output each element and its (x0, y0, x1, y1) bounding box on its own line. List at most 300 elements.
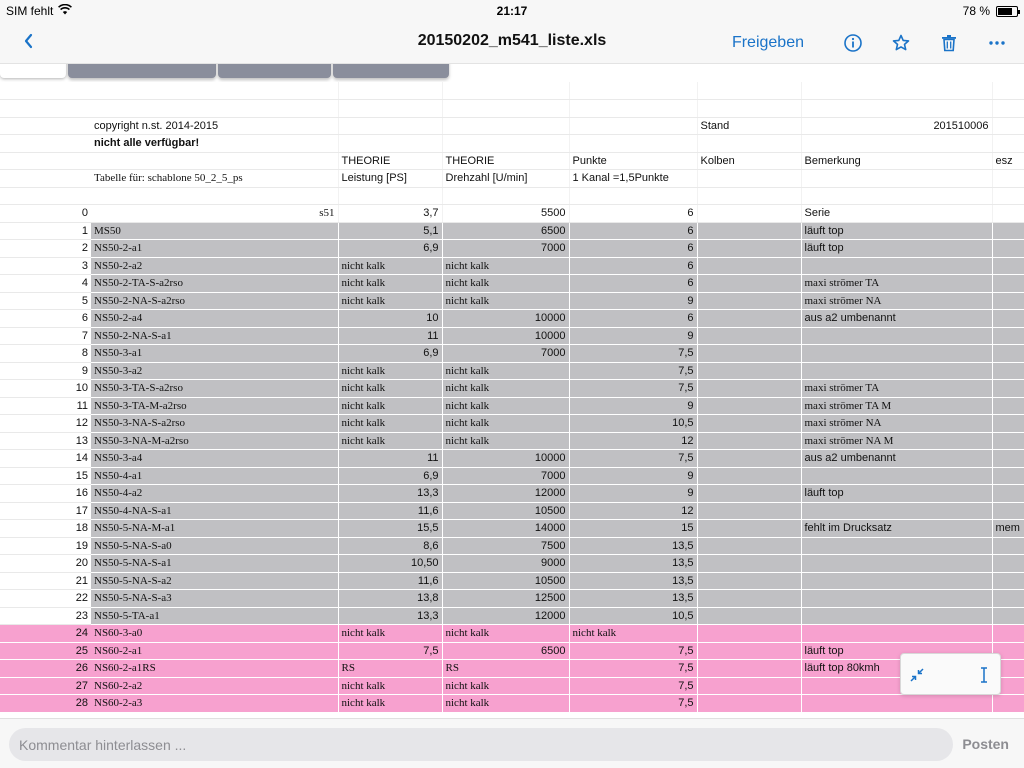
cell-bemerkung[interactable]: fehlt im Drucksatz (801, 520, 992, 538)
row-number: 3 (0, 257, 91, 275)
floating-toolbar (900, 653, 1001, 695)
copyright-cell[interactable]: copyright n.st. 2014-2015 (91, 117, 338, 135)
cell-name[interactable]: NS50-4-NA-S-a1 (91, 502, 338, 520)
row-number: 20 (0, 555, 91, 573)
cell-drehzahl[interactable]: 5500 (442, 205, 569, 223)
cell-leistung[interactable]: 13,3 (338, 485, 442, 503)
table-row (0, 205, 1024, 223)
row-number: 10 (0, 380, 91, 398)
table-row (0, 572, 1024, 590)
spreadsheet-grid (0, 82, 1024, 713)
table-row (0, 555, 1024, 573)
cell-leistung[interactable]: 8,6 (338, 537, 442, 555)
cell-drehzahl[interactable]: 7000 (442, 467, 569, 485)
cell-drehzahl[interactable]: nicht kalk (442, 292, 569, 310)
header-leistung[interactable]: Leistung [PS] (338, 170, 442, 188)
cell-leistung[interactable]: 3,7 (338, 205, 442, 223)
cell-leistung[interactable]: nicht kalk (338, 432, 442, 450)
cell-kolben[interactable] (697, 240, 801, 258)
header-row-columns (0, 152, 1024, 170)
table-for-cell[interactable]: Tabelle für: schablone 50_2_5_ps (91, 170, 338, 188)
comment-bar (0, 718, 1024, 768)
cell-bemerkung[interactable]: läuft top (801, 240, 992, 258)
cell-extra[interactable] (992, 292, 1024, 310)
cell-leistung[interactable]: 10 (338, 310, 442, 328)
cell-punkte[interactable]: 13,5 (569, 555, 697, 573)
row-number: 9 (0, 362, 91, 380)
cell-kolben[interactable] (697, 362, 801, 380)
cell-extra[interactable] (992, 572, 1024, 590)
status-time: 21:17 (496, 4, 528, 18)
table-row (0, 695, 1024, 713)
table-row (0, 520, 1024, 538)
cell-drehzahl[interactable]: nicht kalk (442, 625, 569, 643)
cell-name[interactable]: NS50-3-TA-S-a2rso (91, 380, 338, 398)
row-number: 19 (0, 537, 91, 555)
cell-extra[interactable] (992, 502, 1024, 520)
cell-kolben[interactable] (697, 485, 801, 503)
cell-leistung[interactable]: nicht kalk (338, 415, 442, 433)
header-esz[interactable]: esz (992, 152, 1024, 170)
cell-drehzahl[interactable]: 10000 (442, 450, 569, 468)
sheet-tab-1[interactable] (0, 64, 66, 78)
cell-kolben[interactable] (697, 345, 801, 363)
cell-bemerkung[interactable] (801, 607, 992, 625)
cell-bemerkung[interactable] (801, 345, 992, 363)
post-button[interactable]: Posten (962, 736, 1009, 752)
cell-leistung[interactable]: 15,5 (338, 520, 442, 538)
cell-name[interactable]: NS50-3-NA-M-a2rso (91, 432, 338, 450)
cell-name[interactable]: NS50-5-NA-S-a1 (91, 555, 338, 573)
cell-drehzahl[interactable]: nicht kalk (442, 380, 569, 398)
cell-bemerkung[interactable]: maxi strömer TA (801, 275, 992, 293)
row-number: 13 (0, 432, 91, 450)
cell-punkte[interactable]: 10,5 (569, 415, 697, 433)
table-row (0, 642, 1024, 660)
cell-bemerkung[interactable]: maxi strömer TA (801, 380, 992, 398)
cell-kolben[interactable] (697, 380, 801, 398)
cell-name[interactable]: NS50-3-TA-M-a2rso (91, 397, 338, 415)
cell-punkte[interactable]: 6 (569, 275, 697, 293)
cell-kolben[interactable] (697, 450, 801, 468)
cell-bemerkung[interactable]: maxi strömer NA M (801, 432, 992, 450)
cell-punkte[interactable]: nicht kalk (569, 625, 697, 643)
cell-name[interactable]: NS50-2-a1 (91, 240, 338, 258)
carrier-text: SIM fehlt (6, 4, 54, 18)
table-row (0, 362, 1024, 380)
header-row-copyright (0, 117, 1024, 135)
header-theorie-1[interactable]: THEORIE (338, 152, 442, 170)
table-row (0, 310, 1024, 328)
cell-name[interactable]: NS50-2-NA-S-a2rso (91, 292, 338, 310)
sheet-tab-3[interactable] (218, 64, 331, 78)
cell-name[interactable]: NS60-2-a1 (91, 642, 338, 660)
cell-name[interactable]: NS50-2-a2 (91, 257, 338, 275)
cell-bemerkung[interactable]: maxi strömer NA (801, 292, 992, 310)
cell-punkte[interactable]: 13,5 (569, 572, 697, 590)
cell-extra[interactable] (992, 555, 1024, 573)
cell-bemerkung[interactable] (801, 590, 992, 608)
battery-icon (996, 6, 1018, 17)
cell-name[interactable]: s51 (91, 205, 338, 223)
row-number: 12 (0, 415, 91, 433)
nav-bar (0, 22, 1024, 64)
cell-punkte[interactable]: 12 (569, 502, 697, 520)
cell-name[interactable]: NS50-2-a4 (91, 310, 338, 328)
cell-extra[interactable] (992, 590, 1024, 608)
battery-text: 78 % (962, 4, 990, 18)
cell-kolben[interactable] (697, 292, 801, 310)
cell-drehzahl[interactable]: 7000 (442, 345, 569, 363)
cell-extra[interactable] (992, 275, 1024, 293)
cell-drehzahl[interactable]: 10000 (442, 327, 569, 345)
cell-name[interactable]: NS50-2-NA-S-a1 (91, 327, 338, 345)
cell-extra[interactable] (992, 257, 1024, 275)
cell-drehzahl[interactable]: RS (442, 660, 569, 678)
cell-name[interactable]: MS50 (91, 222, 338, 240)
status-right (963, 4, 1018, 18)
cell-punkte[interactable]: 6 (569, 257, 697, 275)
cell-punkte[interactable]: 9 (569, 467, 697, 485)
more-dots-icon (987, 33, 1007, 53)
cell-kolben[interactable] (697, 625, 801, 643)
cell-drehzahl[interactable]: 12500 (442, 590, 569, 608)
cell-extra[interactable] (992, 485, 1024, 503)
cell-drehzahl[interactable]: 10500 (442, 572, 569, 590)
cell-punkte[interactable]: 9 (569, 327, 697, 345)
cell-bemerkung[interactable]: läuft top (801, 642, 992, 660)
cell-punkte[interactable]: 6 (569, 205, 697, 223)
cell-bemerkung[interactable]: aus a2 umbenannt (801, 310, 992, 328)
cell-name[interactable]: NS50-4-a1 (91, 467, 338, 485)
cell-extra[interactable] (992, 537, 1024, 555)
cell-bemerkung[interactable] (801, 625, 992, 643)
share-button[interactable]: Freigeben (731, 34, 804, 51)
cell-leistung[interactable]: 10,50 (338, 555, 442, 573)
row-number: 25 (0, 642, 91, 660)
header-theorie-2[interactable]: THEORIE (442, 152, 569, 170)
row-number: 16 (0, 485, 91, 503)
cell-punkte[interactable]: 12 (569, 432, 697, 450)
cell-drehzahl[interactable]: 7000 (442, 240, 569, 258)
cell-kolben[interactable] (697, 205, 801, 223)
cell-drehzahl[interactable]: 10000 (442, 310, 569, 328)
trash-icon (939, 33, 959, 53)
row-number: 14 (0, 450, 91, 468)
cell-leistung[interactable]: 11,6 (338, 572, 442, 590)
table-row (0, 275, 1024, 293)
cell-drehzahl[interactable]: 14000 (442, 520, 569, 538)
cell-kolben[interactable] (697, 275, 801, 293)
cell-leistung[interactable]: 11 (338, 327, 442, 345)
cell-extra[interactable] (992, 415, 1024, 433)
cell-leistung[interactable]: nicht kalk (338, 380, 442, 398)
cell-drehzahl[interactable]: 12000 (442, 485, 569, 503)
cell-extra[interactable] (992, 345, 1024, 363)
cell-kolben[interactable] (697, 677, 801, 695)
sheet-tab-4[interactable] (333, 64, 449, 78)
star-icon (891, 33, 911, 53)
cell-leistung[interactable]: 5,1 (338, 222, 442, 240)
cell-bemerkung[interactable]: aus a2 umbenannt (801, 450, 992, 468)
cell-punkte[interactable]: 7,5 (569, 660, 697, 678)
row-number: 0 (0, 205, 91, 223)
collapse-arrows-icon[interactable] (907, 665, 927, 685)
cell-leistung[interactable]: nicht kalk (338, 362, 442, 380)
cell-leistung[interactable]: nicht kalk (338, 625, 442, 643)
table-row (0, 222, 1024, 240)
cell-kolben[interactable] (697, 695, 801, 713)
cell-punkte[interactable]: 7,5 (569, 380, 697, 398)
cell-extra[interactable] (992, 362, 1024, 380)
cell-name[interactable]: NS60-2-a1RS (91, 660, 338, 678)
cell-leistung[interactable]: 11,6 (338, 502, 442, 520)
cell-punkte[interactable]: 10,5 (569, 607, 697, 625)
cell-punkte[interactable]: 6 (569, 240, 697, 258)
cell-extra[interactable] (992, 222, 1024, 240)
cell-name[interactable]: NS60-2-a3 (91, 695, 338, 713)
cell-name[interactable]: NS50-5-NA-S-a0 (91, 537, 338, 555)
cell-leistung[interactable]: 13,3 (338, 607, 442, 625)
cell-bemerkung[interactable] (801, 695, 992, 713)
table-row (0, 677, 1024, 695)
cell-kolben[interactable] (697, 520, 801, 538)
cell-kolben[interactable] (697, 467, 801, 485)
cell-extra[interactable]: mem (992, 520, 1024, 538)
row-number: 2 (0, 240, 91, 258)
cell-leistung[interactable]: RS (338, 660, 442, 678)
cell-leistung[interactable]: 11 (338, 450, 442, 468)
table-row (0, 502, 1024, 520)
favorite-button[interactable] (888, 30, 914, 56)
table-row (0, 415, 1024, 433)
table-row (0, 345, 1024, 363)
cell-extra[interactable] (992, 625, 1024, 643)
comment-input[interactable] (9, 728, 953, 761)
table-row (0, 590, 1024, 608)
cell-kolben[interactable] (697, 222, 801, 240)
cell-name[interactable]: NS50-3-a2 (91, 362, 338, 380)
cell-drehzahl[interactable]: nicht kalk (442, 397, 569, 415)
cell-name[interactable]: NS50-3-NA-S-a2rso (91, 415, 338, 433)
cell-extra[interactable] (992, 397, 1024, 415)
cell-leistung[interactable]: nicht kalk (338, 397, 442, 415)
row-number: 5 (0, 292, 91, 310)
cell-drehzahl[interactable]: 9000 (442, 555, 569, 573)
blank-row (0, 187, 1024, 205)
header-kanal[interactable]: 1 Kanal =1,5Punkte (569, 170, 697, 188)
cell-extra[interactable] (992, 205, 1024, 223)
cell-punkte[interactable]: 13,5 (569, 590, 697, 608)
table-row (0, 660, 1024, 678)
table-row (0, 292, 1024, 310)
cell-bemerkung[interactable] (801, 327, 992, 345)
row-number: 17 (0, 502, 91, 520)
header-row-units (0, 170, 1024, 188)
row-number: 7 (0, 327, 91, 345)
table-row (0, 467, 1024, 485)
warning-cell[interactable]: nicht alle verfügbar! (91, 135, 338, 153)
cell-bemerkung[interactable] (801, 555, 992, 573)
cell-punkte[interactable]: 9 (569, 292, 697, 310)
cell-extra[interactable] (992, 240, 1024, 258)
row-number: 15 (0, 467, 91, 485)
row-number: 28 (0, 695, 91, 713)
spreadsheet[interactable] (0, 82, 1024, 718)
cell-punkte[interactable]: 15 (569, 520, 697, 538)
cell-leistung[interactable]: nicht kalk (338, 275, 442, 293)
cell-bemerkung[interactable]: maxi strömer NA (801, 415, 992, 433)
cell-bemerkung[interactable] (801, 502, 992, 520)
table-row (0, 485, 1024, 503)
cell-drehzahl[interactable]: nicht kalk (442, 362, 569, 380)
stand-label-cell[interactable]: Stand (697, 117, 801, 135)
header-punkte[interactable]: Punkte (569, 152, 697, 170)
cell-bemerkung[interactable] (801, 257, 992, 275)
cell-extra[interactable] (992, 310, 1024, 328)
row-number: 26 (0, 660, 91, 678)
cell-extra[interactable] (992, 327, 1024, 345)
cell-drehzahl[interactable]: nicht kalk (442, 432, 569, 450)
row-number: 1 (0, 222, 91, 240)
nav-actions (732, 30, 1010, 56)
delete-button[interactable] (936, 30, 962, 56)
cell-kolben[interactable] (697, 590, 801, 608)
cell-drehzahl[interactable]: nicht kalk (442, 695, 569, 713)
cell-punkte[interactable]: 13,5 (569, 537, 697, 555)
cell-drehzahl[interactable]: nicht kalk (442, 677, 569, 695)
cell-extra[interactable] (992, 467, 1024, 485)
cell-kolben[interactable] (697, 327, 801, 345)
cell-kolben[interactable] (697, 572, 801, 590)
cell-kolben[interactable] (697, 397, 801, 415)
cell-bemerkung[interactable] (801, 537, 992, 555)
row-number: 4 (0, 275, 91, 293)
cell-leistung[interactable]: 13,8 (338, 590, 442, 608)
table-row (0, 607, 1024, 625)
cell-leistung[interactable]: 6,9 (338, 345, 442, 363)
cell-name[interactable]: NS50-3-a1 (91, 345, 338, 363)
cell-punkte[interactable]: 7,5 (569, 695, 697, 713)
cell-leistung[interactable]: nicht kalk (338, 257, 442, 275)
cell-punkte[interactable]: 6 (569, 222, 697, 240)
cell-bemerkung[interactable]: maxi strömer TA M (801, 397, 992, 415)
document-title: 20150202_m541_liste.xls (417, 32, 607, 49)
cell-name[interactable]: NS60-2-a2 (91, 677, 338, 695)
cell-punkte[interactable]: 7,5 (569, 345, 697, 363)
cell-kolben[interactable] (697, 555, 801, 573)
cell-punkte[interactable]: 7,5 (569, 450, 697, 468)
cell-drehzahl[interactable]: 7500 (442, 537, 569, 555)
row-number: 23 (0, 607, 91, 625)
cell-kolben[interactable] (697, 537, 801, 555)
cell-extra[interactable] (992, 607, 1024, 625)
cell-kolben[interactable] (697, 607, 801, 625)
cell-name[interactable]: NS60-3-a0 (91, 625, 338, 643)
table-row (0, 625, 1024, 643)
cell-drehzahl[interactable]: 10500 (442, 502, 569, 520)
cell-bemerkung[interactable]: läuft top 80kmh (801, 660, 992, 678)
row-number: 27 (0, 677, 91, 695)
cell-leistung[interactable]: nicht kalk (338, 292, 442, 310)
cell-bemerkung[interactable]: Serie (801, 205, 992, 223)
cell-drehzahl[interactable]: nicht kalk (442, 415, 569, 433)
cell-drehzahl[interactable]: nicht kalk (442, 275, 569, 293)
table-row (0, 240, 1024, 258)
cell-extra[interactable] (992, 450, 1024, 468)
cell-name[interactable]: NS50-5-NA-S-a3 (91, 590, 338, 608)
cell-bemerkung[interactable] (801, 572, 992, 590)
cell-leistung[interactable]: 6,9 (338, 467, 442, 485)
cell-punkte[interactable]: 6 (569, 310, 697, 328)
header-bemerkung[interactable]: Bemerkung (801, 152, 992, 170)
cell-kolben[interactable] (697, 642, 801, 660)
cell-kolben[interactable] (697, 415, 801, 433)
info-button[interactable] (840, 30, 866, 56)
cell-leistung[interactable]: 6,9 (338, 240, 442, 258)
cell-kolben[interactable] (697, 432, 801, 450)
cell-leistung[interactable]: nicht kalk (338, 695, 442, 713)
table-row (0, 327, 1024, 345)
table-row (0, 432, 1024, 450)
cell-bemerkung[interactable] (801, 362, 992, 380)
cell-name[interactable]: NS50-5-NA-M-a1 (91, 520, 338, 538)
cell-punkte[interactable]: 7,5 (569, 677, 697, 695)
cell-name[interactable]: NS50-5-NA-S-a2 (91, 572, 338, 590)
header-row-warning (0, 135, 1024, 153)
cell-punkte[interactable]: 7,5 (569, 642, 697, 660)
cell-kolben[interactable] (697, 660, 801, 678)
cell-leistung[interactable]: nicht kalk (338, 677, 442, 695)
row-number: 22 (0, 590, 91, 608)
stand-value-cell[interactable]: 201510006 (801, 117, 992, 135)
header-drehzahl[interactable]: Drehzahl [U/min] (442, 170, 569, 188)
cell-drehzahl[interactable]: nicht kalk (442, 257, 569, 275)
cell-bemerkung[interactable]: läuft top (801, 222, 992, 240)
cell-name[interactable]: NS50-2-TA-S-a2rso (91, 275, 338, 293)
cell-punkte[interactable]: 7,5 (569, 362, 697, 380)
row-number: 24 (0, 625, 91, 643)
sheet-tabs (0, 64, 1024, 82)
cell-bemerkung[interactable] (801, 467, 992, 485)
cell-name[interactable]: NS50-3-a4 (91, 450, 338, 468)
cell-punkte[interactable]: 9 (569, 485, 697, 503)
text-cursor-icon[interactable] (974, 665, 994, 685)
more-button[interactable] (984, 30, 1010, 56)
cell-leistung[interactable]: 7,5 (338, 642, 442, 660)
cell-kolben[interactable] (697, 310, 801, 328)
header-kolben[interactable]: Kolben (697, 152, 801, 170)
cell-drehzahl[interactable]: 12000 (442, 607, 569, 625)
sheet-tab-2[interactable] (68, 64, 216, 78)
table-row (0, 257, 1024, 275)
cell-name[interactable]: NS50-4-a2 (91, 485, 338, 503)
cell-extra[interactable] (992, 695, 1024, 713)
blank-row (0, 100, 1024, 118)
cell-extra[interactable] (992, 380, 1024, 398)
cell-bemerkung[interactable]: läuft top (801, 485, 992, 503)
cell-name[interactable]: NS50-5-TA-a1 (91, 607, 338, 625)
status-bar (0, 0, 1024, 22)
table-row (0, 380, 1024, 398)
cell-drehzahl[interactable]: 6500 (442, 222, 569, 240)
cell-kolben[interactable] (697, 502, 801, 520)
cell-drehzahl[interactable]: 6500 (442, 642, 569, 660)
cell-kolben[interactable] (697, 257, 801, 275)
row-number: 18 (0, 520, 91, 538)
cell-extra[interactable] (992, 432, 1024, 450)
cell-punkte[interactable]: 9 (569, 397, 697, 415)
